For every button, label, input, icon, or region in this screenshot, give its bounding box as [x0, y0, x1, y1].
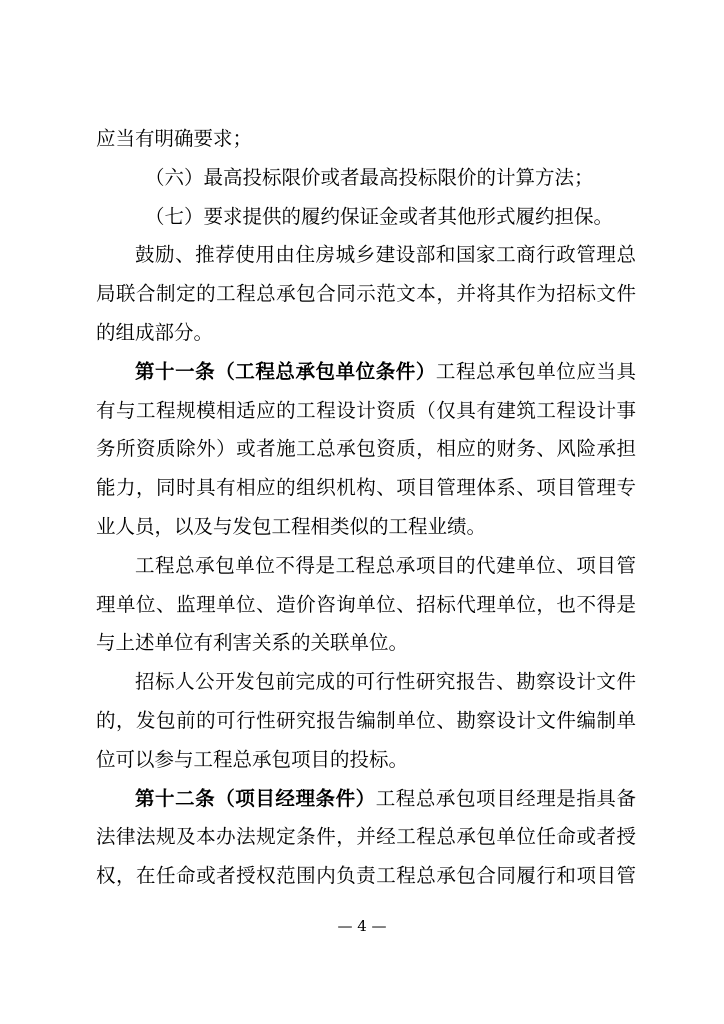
paragraph-line: 与上述单位有利害关系的关联单位。: [96, 631, 409, 655]
list-item-six: （六）最高投标限价或者最高投标限价的计算方法；: [145, 165, 594, 189]
paragraph-line: 法律法规及本办法规定条件，并经工程总承包单位任命或者授: [96, 825, 636, 849]
paragraph-line: 能力，同时具有相应的组织机构、项目管理体系、项目管理专: [96, 476, 636, 500]
paragraph-line: 有与工程规模相适应的工程设计资质（仅具有建筑工程设计事: [96, 398, 636, 422]
paragraph-line: 鼓励、推荐使用由住房城乡建设部和国家工商行政管理总: [135, 243, 636, 267]
paragraph-line: 的组成部分。: [96, 320, 214, 344]
paragraph-line: 位可以参与工程总承包项目的投标。: [96, 747, 409, 771]
article-twelve-heading: 第十二条（项目经理条件）: [135, 786, 376, 810]
paragraph-line: 招标人公开发包前完成的可行性研究报告、勘察设计文件: [135, 670, 636, 694]
paragraph-line: 局联合制定的工程总承包合同示范文本，并将其作为招标文件: [96, 282, 636, 306]
paragraph-line: 的，发包前的可行性研究报告编制单位、勘察设计文件编制单: [96, 708, 636, 732]
paragraph-line: 务所资质除外）或者施工总承包资质，相应的财务、风险承担: [96, 437, 636, 461]
paragraph-line: 理单位、监理单位、造价咨询单位、招标代理单位，也不得是: [96, 592, 636, 616]
article-eleven-line: 第十一条（工程总承包单位条件）工程总承包单位应当具: [135, 359, 636, 383]
list-item-seven: （七）要求提供的履约保证金或者其他形式履约担保。: [145, 204, 614, 228]
article-eleven-heading: 第十一条（工程总承包单位条件）: [135, 359, 436, 383]
text-line: 应当有明确要求；: [96, 127, 253, 150]
paragraph-line: 工程总承包单位不得是工程总承项目的代建单位、项目管: [135, 553, 636, 577]
document-body: [96, 120, 636, 896]
page-number: — 4 —: [337, 917, 387, 935]
paragraph-line: 业人员，以及与发包工程相类似的工程业绩。: [96, 514, 487, 538]
paragraph-line: 权，在任命或者授权范围内负责工程总承包合同履行和项目管: [96, 864, 636, 888]
article-twelve-line: 第十二条（项目经理条件）工程总承包项目经理是指具备: [135, 786, 636, 810]
